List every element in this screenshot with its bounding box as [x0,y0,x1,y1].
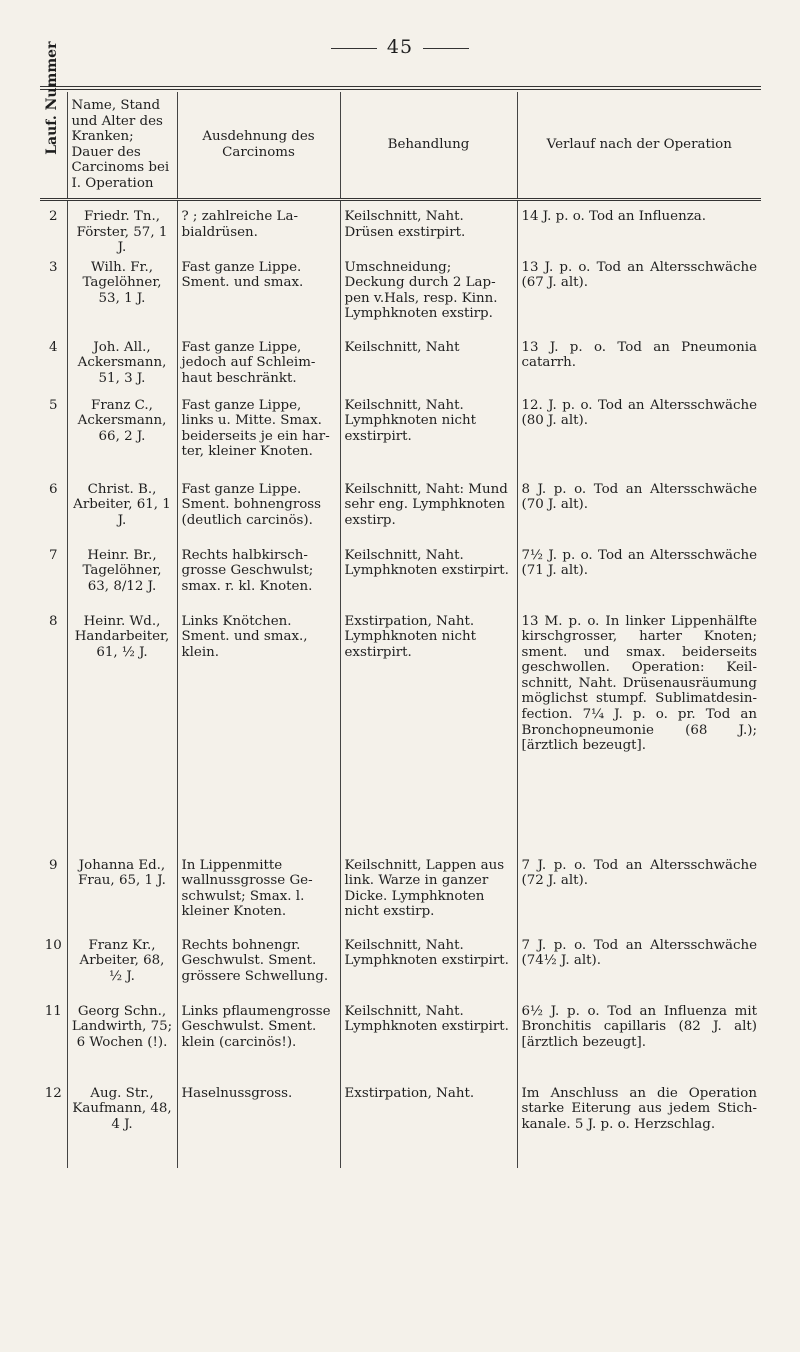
cell-name: Heinr. Wd., Handarbeiter, 61, ½ J. [67,614,177,858]
cell-ausdehnung: Rechts halbkirschgrosse Geschwulst; smax. r. kl. Knoten. [177,548,340,614]
cell-verlauf: 12. J. p. o. Tod an Altersschwäche (80 J. alt). [517,398,761,482]
cell-name: Friedr. Tn., Förster, 57, 1 J. [67,200,177,260]
cell-behandlung: Keilschnitt, Naht. Lymphknoten exstirpirt. [340,548,517,614]
table-row [40,614,761,858]
cell-nr: 5 [40,398,67,482]
header-lauf-nummer-label: Lauf. Nummer [44,41,61,155]
cell-behandlung: Exstirpation, Naht. [340,1086,517,1168]
cell-ausdehnung: Fast ganze Lippe, jedoch auf Schleimhaut beschränkt. [177,340,340,398]
cell-verlauf: Im Anschluss an die Operation starke Eiterung aus jedem Stichkanale. 5 J. p. o. Herzschlag. [517,1086,761,1168]
cell-ausdehnung: Links Knötchen. Sment. und smax., klein. [177,614,340,858]
table-row [40,938,761,1004]
cell-behandlung: Keilschnitt, Naht. Lymphknoten exstirpirt. [340,1004,517,1086]
table-row [40,482,761,548]
cell-ausdehnung: ? ; zahlreiche Labialdrüsen. [177,200,340,260]
cell-behandlung: Keilschnitt, Naht [340,340,517,398]
page-number-dash-left [331,48,377,49]
cell-nr: 6 [40,482,67,548]
cell-nr: 10 [40,938,67,1004]
cell-name: Franz Kr., Arbeiter, 68, ½ J. [67,938,177,1004]
page-number-dash-right [423,48,469,49]
cell-name: Franz C., Ackersmann, 66, 2 J. [67,398,177,482]
cell-name: Johanna Ed., Frau, 65, 1 J. [67,858,177,938]
cell-nr: 12 [40,1086,67,1168]
cell-nr: 9 [40,858,67,938]
table-header-row [40,92,761,200]
cell-name: Heinr. Br., Tagelöhner, 63, 8/12 J. [67,548,177,614]
header-name: Name, Stand und Alter des Kranken; Dauer des Carcinoms bei I. Operation [67,92,177,200]
cell-ausdehnung: In Lippenmitte wallnussgrosse Geschwulst; Smax. l. kleiner Knoten. [177,858,340,938]
cell-behandlung: Keilschnitt, Naht. Lymphknoten nicht exstirpirt. [340,398,517,482]
top-rule [40,86,761,87]
table-row [40,858,761,938]
table-row [40,260,761,340]
cell-verlauf: 6½ J. p. o. Tod an Influenza mit Bronchitis capillaris (82 J. alt) [ärztlich bezeugt]. [517,1004,761,1086]
cell-behandlung: Umschneidung; Deckung durch 2 Lappen v.Hals, resp. Kinn. Lymphknoten exstirp. [340,260,517,340]
cell-behandlung: Exstirpation, Naht. Lymphknoten nicht exstirpirt. [340,614,517,858]
cell-verlauf: 13 J. p. o. Tod an Pneumonia catarrh. [517,340,761,398]
table-row [40,548,761,614]
table-row [40,1004,761,1086]
header-behandlung: Behandlung [340,92,517,200]
table-row [40,398,761,482]
cell-ausdehnung: Rechts bohnengr. Geschwulst. Sment. grössere Schwellung. [177,938,340,1004]
cell-nr: 2 [40,200,67,260]
cell-behandlung: Keilschnitt, Naht: Mund sehr eng. Lymphknoten exstirp. [340,482,517,548]
cell-ausdehnung: Fast ganze Lippe. Sment. bohnengross (deutlich carcinös). [177,482,340,548]
table-row [40,1086,761,1168]
table-row [40,200,761,260]
page-number-text: 45 [386,36,414,58]
cell-ausdehnung: Links pflaumengrosse Geschwulst. Sment. klein (carcinös!). [177,1004,340,1086]
cell-name: Aug. Str., Kaufmann, 48, 4 J. [67,1086,177,1168]
cell-behandlung: Keilschnitt, Lappen aus link. Warze in ganzer Dicke. Lymphknoten nicht exstirp. [340,858,517,938]
page-number [0,36,800,58]
cell-ausdehnung: Haselnussgross. [177,1086,340,1168]
cell-nr: 3 [40,260,67,340]
header-ausdehnung: Ausdehnung des Carcinoms [177,92,340,200]
cell-name: Christ. B., Arbeiter, 61, 1 J. [67,482,177,548]
top-rule-2 [40,89,761,90]
cell-nr: 11 [40,1004,67,1086]
header-lauf-nummer [40,41,67,200]
cell-nr: 4 [40,340,67,398]
cell-behandlung: Keilschnitt, Naht. Lymphknoten exstirpirt. [340,938,517,1004]
cell-nr: 8 [40,614,67,858]
cell-name: Joh. All., Ackersmann, 51, 3 J. [67,340,177,398]
cell-verlauf: 13 J. p. o. Tod an Altersschwäche (67 J. alt). [517,260,761,340]
table-row [40,340,761,398]
cell-verlauf: 13 M. p. o. In linker Lippenhälfte kirschgrosser, harter Knoten; sment. und smax. beiderseits geschwollen. Operation: Keilschnitt, Naht. Drüsenausräumung möglichst stumpf. Sublimatdesinfection. 7¼ J. p. o. pr. Tod an Bronchopneumonie (68 J.); [ärztlich bezeugt]. [517,614,761,858]
header-verlauf: Verlauf nach der Operation [517,92,761,200]
cell-ausdehnung: Fast ganze Lippe. Sment. und smax. [177,260,340,340]
cell-verlauf: 7 J. p. o. Tod an Altersschwäche (74½ J. alt). [517,938,761,1004]
cell-verlauf: 7½ J. p. o. Tod an Altersschwäche (71 J. alt). [517,548,761,614]
cell-verlauf: 14 J. p. o. Tod an Influenza. [517,200,761,260]
cell-nr: 7 [40,548,67,614]
cell-name: Wilh. Fr., Tagelöhner, 53, 1 J. [67,260,177,340]
cell-verlauf: 8 J. p. o. Tod an Altersschwäche (70 J. alt). [517,482,761,548]
cell-name: Georg Schn., Landwirth, 75; 6 Wochen (!). [67,1004,177,1086]
cell-ausdehnung: Fast ganze Lippe, links u. Mitte. Smax. beiderseits je ein harter, kleiner Knoten. [177,398,340,482]
cell-verlauf: 7 J. p. o. Tod an Altersschwäche (72 J. alt). [517,858,761,938]
cell-behandlung: Keilschnitt, Naht. Drüsen exstirpirt. [340,200,517,260]
